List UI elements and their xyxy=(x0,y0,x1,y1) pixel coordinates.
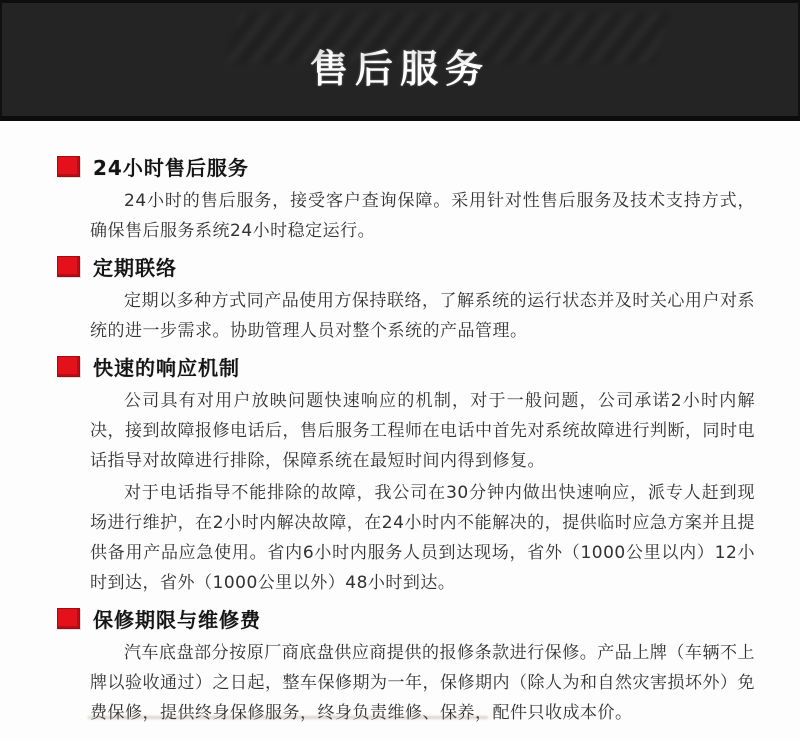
watermark-artifact xyxy=(224,13,670,63)
section-paragraph: 对于电话指导不能排除的故障，我公司在30分钟内做出快速响应，派专人赶到现场进行维护，在2小时内解决故障，在24小时内不能解决的，提供临时应急方案并且提供备用产品应急使用。省内6小时内服务人员到达现场，省外（1000公里以内）12小时到达，省外（1000公里以外）48小时到达。 xyxy=(90,483,755,593)
section-heading: 快速的响应机制 xyxy=(93,355,240,380)
section-heading: 24小时售后服务 xyxy=(93,155,249,180)
section-paragraph: 汽车底盘部分按原厂商底盘供应商提供的报修条款进行保修。产品上牌（车辆不上牌以验收通过）之日起，整车保修期为一年，保修期内（除人为和自然灾害损坏外）免费保修，提供终身保修服务，终身负责维修、保养，配件只收成本价。 xyxy=(90,643,755,723)
section-header xyxy=(57,154,755,178)
section-heading: 定期联络 xyxy=(93,255,177,280)
page-title: 售后服务 xyxy=(309,47,490,91)
content-area xyxy=(0,121,800,728)
section-header xyxy=(57,606,755,630)
section-paragraph: 24小时的售后服务，接受客户查询保障。采用针对性售后服务及技术支持方式，确保售后服务系统24小时稳定运行。 xyxy=(90,191,755,241)
header-banner xyxy=(0,0,800,121)
section-paragraph: 公司具有对用户放映问题快速响应的机制，对于一般问题，公司承诺2小时内解决，接到故障报修电话后，售后服务工程师在电话中首先对系统故障进行判断，同时电话指导对故障进行排除，保障系统在最短时间内得到修复。 xyxy=(90,391,755,471)
section-paragraph: 定期以多种方式同产品使用方保持联络，了解系统的运行状态并及时关心用户对系统的进一步需求。协助管理人员对整个系统的产品管理。 xyxy=(90,291,755,341)
section-fast-response xyxy=(57,354,755,598)
section-24h-service xyxy=(57,154,755,246)
section-regular-contact xyxy=(57,254,755,346)
red-square-bullet-icon xyxy=(57,156,80,177)
section-header xyxy=(57,254,755,278)
red-square-bullet-icon xyxy=(57,608,80,629)
section-heading: 保修期限与维修费 xyxy=(93,607,261,632)
section-header xyxy=(57,354,755,378)
red-square-bullet-icon xyxy=(57,356,80,377)
section-warranty xyxy=(57,606,755,728)
red-square-bullet-icon xyxy=(57,256,80,277)
